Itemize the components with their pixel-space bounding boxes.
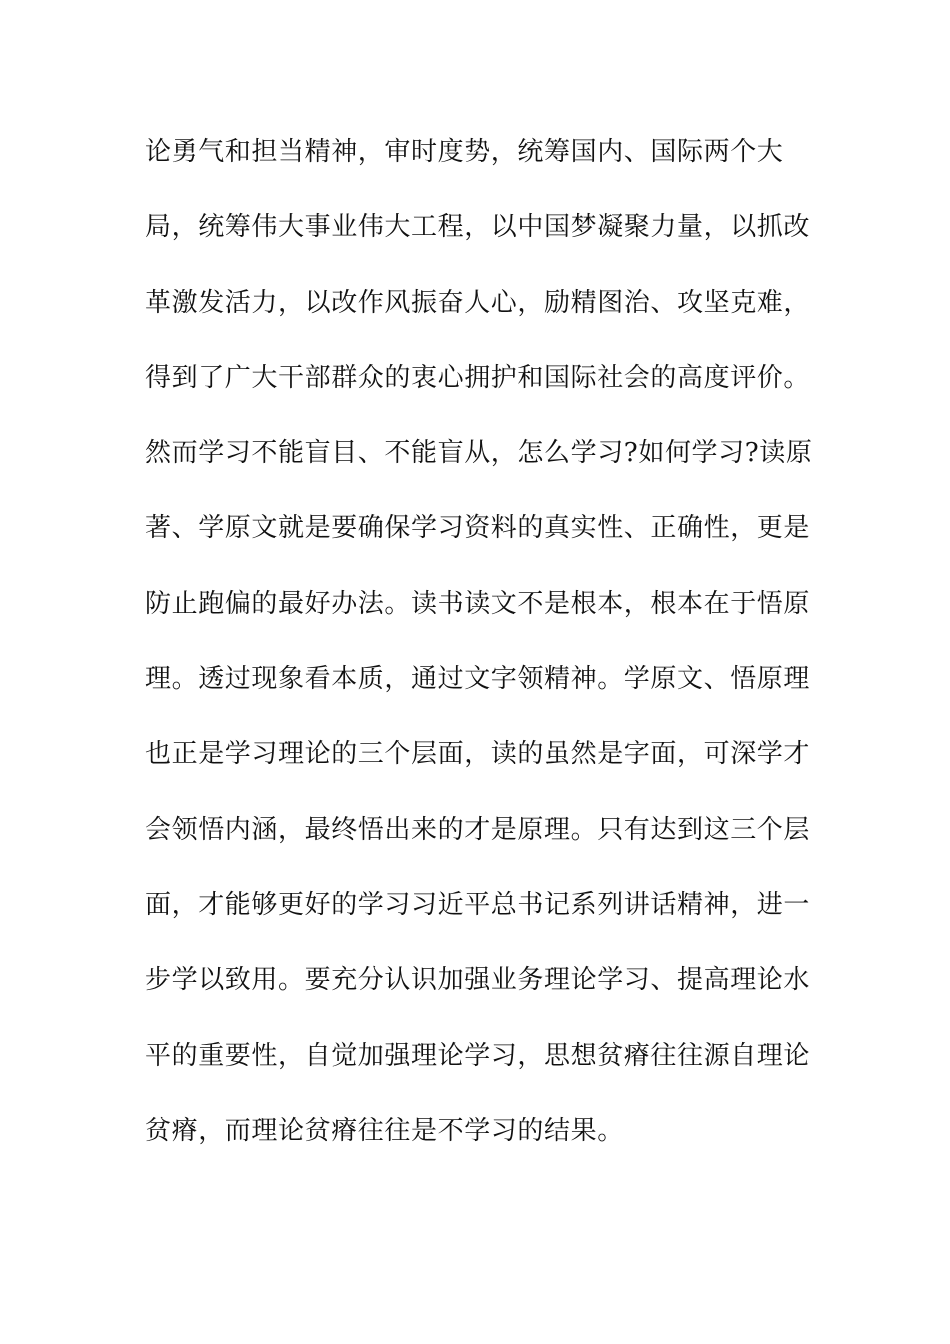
text-line: 也正是学习理论的三个层面，读的虽然是字面，可深学才 [145, 739, 811, 770]
text-line: 平的重要性，自觉加强理论学习，思想贫瘠往往源自理论 [145, 1040, 811, 1071]
text-line: 革激发活力，以改作风振奋人心，励精图治、攻坚克难， [145, 287, 811, 318]
text-line: 理。透过现象看本质，通过文字领精神。学原文、悟原理 [145, 664, 811, 695]
text-line: 论勇气和担当精神，审时度势，统筹国内、国际两个大 [145, 137, 784, 167]
body-paragraph [145, 126, 825, 1180]
text-line: 会领悟内涵，最终悟出来的才是原理。只有达到这三个层 [145, 814, 811, 845]
text-line: 步学以致用。要充分认识加强业务理论学习、提高理论水 [145, 965, 811, 996]
text-line: 得到了广大干部群众的衷心拥护和国际社会的高度评价。 [145, 362, 811, 393]
text-line: 局，统筹伟大事业伟大工程，以中国梦凝聚力量，以抓改 [145, 212, 811, 243]
text-line: 著、学原文就是要确保学习资料的真实性、正确性，更是 [145, 513, 811, 544]
text-line: 贫瘠，而理论贫瘠往往是不学习的结果。 [145, 1115, 624, 1146]
text-line: 然而学习不能盲目、不能盲从，怎么学习?如何学习?读原 [145, 438, 813, 469]
text-line: 面，才能够更好的学习习近平总书记系列讲话精神，进一 [145, 889, 811, 920]
text-line: 防止跑偏的最好办法。读书读文不是根本，根本在于悟原 [145, 588, 811, 619]
